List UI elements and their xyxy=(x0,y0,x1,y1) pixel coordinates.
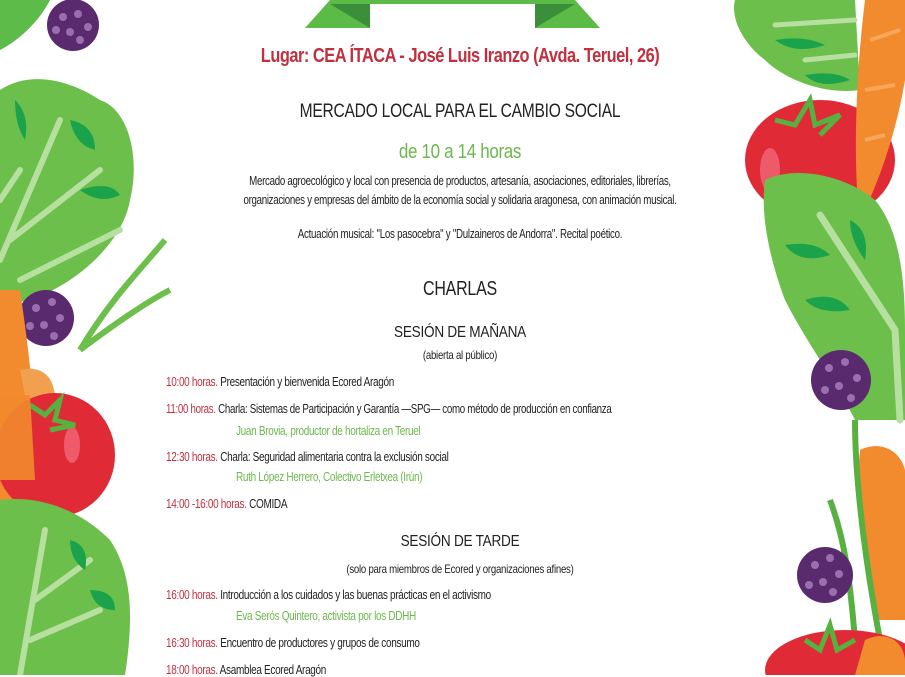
schedule-text: Presentación y bienvenida Ecored Aragón xyxy=(217,375,394,389)
blackberry-icon xyxy=(811,350,871,410)
schedule-text: Introducción a los cuidados y las buenas prácticas en el activismo xyxy=(217,588,491,602)
market-description-line2: organizaciones y empresas del ámbito de la economía social y solidaria aragonesa, con animación musical. xyxy=(243,193,677,207)
schedule-time: 16:30 horas. xyxy=(166,636,218,650)
blackberry-icon xyxy=(797,547,853,603)
schedule-text: COMIDA xyxy=(246,497,288,511)
schedule-item xyxy=(166,402,611,416)
market-title: MERCADO LOCAL PARA EL CAMBIO SOCIAL xyxy=(299,101,621,122)
afternoon-session-title: SESIÓN DE TARDE xyxy=(400,533,520,550)
lettuce-leaf-icon xyxy=(0,499,130,675)
morning-session-title: SESIÓN DE MAÑANA xyxy=(394,324,526,341)
lettuce-leaf-icon xyxy=(0,0,50,50)
musical-performance: Actuación musical: "Los pasocebra" y "Dulzaineros de Andorra". Recital poético. xyxy=(297,227,623,241)
schedule-text: Charla: Sistemas de Participación y Garantía —SPG— como método de producción en confianza xyxy=(215,402,612,416)
blackberry-icon xyxy=(47,0,99,51)
schedule-item xyxy=(166,375,394,389)
schedule-time: 14:00 -16:00 horas. xyxy=(166,497,247,511)
schedule-time: 18:00 horas. xyxy=(166,663,218,677)
speaker-name: Ruth López Herrero, Colectivo Erletxea (Irún) xyxy=(236,470,423,484)
schedule-item xyxy=(166,588,491,602)
schedule-item xyxy=(166,497,287,511)
market-description-line1: Mercado agroecológico y local con presencia de productos, artesanía, asociaciones, editoriales, librerías, xyxy=(249,174,671,188)
schedule-time: 12:30 horas. xyxy=(166,450,218,464)
schedule-time: 11:00 horas. xyxy=(166,402,216,416)
speaker-name: Eva Serós Quintero, activista por los DDHH xyxy=(236,609,416,623)
afternoon-session-subtitle: (solo para miembros de Ecored y organizaciones afines) xyxy=(346,562,574,576)
schedule-text: Encuentro de productores y grupos de consumo xyxy=(217,636,420,650)
schedule-time: 10:00 horas. xyxy=(166,375,218,389)
schedule-item xyxy=(166,450,449,464)
venue-location: Lugar: CEA ÍTACA - José Luis Iranzo (Avda. Teruel, 26) xyxy=(260,45,660,67)
market-hours: de 10 a 14 horas xyxy=(398,141,522,163)
morning-session-subtitle: (abierta al público) xyxy=(422,348,498,362)
event-program xyxy=(160,0,760,675)
speaker-name: Juan Brovia, productor de hortaliza en Teruel xyxy=(236,424,421,438)
schedule-time: 16:00 horas. xyxy=(166,588,218,602)
schedule-text: Asamblea Ecored Aragón xyxy=(217,663,327,677)
vegetable-border-left xyxy=(0,0,180,675)
talks-heading: CHARLAS xyxy=(423,278,497,300)
market-description xyxy=(226,172,694,210)
schedule-text: Charla: Seguridad alimentaria contra la exclusión social xyxy=(217,450,449,464)
schedule-item xyxy=(166,636,420,650)
